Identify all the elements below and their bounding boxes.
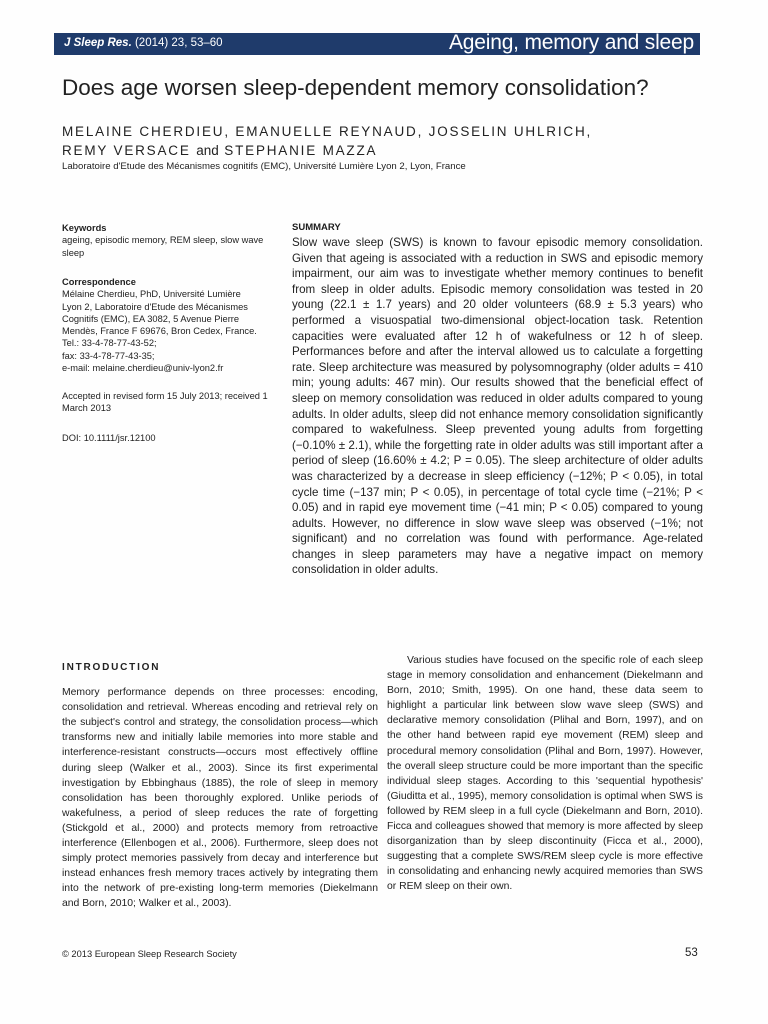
summary-heading: SUMMARY xyxy=(292,222,341,233)
correspondence-line: Mendès, France F 69676, Bron Cedex, France. xyxy=(62,326,257,337)
keywords-text: ageing, episodic memory, REM sleep, slow wave sleep xyxy=(62,235,264,258)
keywords-heading: Keywords xyxy=(62,223,107,233)
author-mazza: STEPHANIE MAZZA xyxy=(224,143,378,158)
correspondence-line: Cognitifs (EMC), EA 3082, 5 Avenue Pierre xyxy=(62,313,240,324)
correspondence-line: fax: 33-4-78-77-43-35; xyxy=(62,350,155,361)
correspondence-line: Mélaine Cherdieu, PhD, Université Lumière xyxy=(62,289,241,300)
journal-header-bar xyxy=(54,33,700,55)
accepted-date: Accepted in revised form 15 July 2013; received 1 March 2013 xyxy=(62,391,268,414)
authors-line-1: MELAINE CHERDIEU, EMANUELLE REYNAUD, JOSSELIN UHLRICH, xyxy=(62,124,593,139)
introduction-right-column xyxy=(387,653,703,895)
doi[interactable]: DOI: 10.1111/jsr.12100 xyxy=(62,433,156,443)
introduction-heading: INTRODUCTION xyxy=(62,662,161,673)
correspondence-line: Lyon 2, Laboratoire d'Etude des Mécanismes xyxy=(62,301,248,312)
introduction-paragraph-2: Various studies have focused on the specific role of each sleep stage in memory consolidation and enhancement (Diekelmann and Born, 2010; Smith, 1995). On one hand, these data seem to highlight a particular link between slow wave sleep (SWS) and declarative memory consolidation (Plihal and Born, 1997), and on the other hand between rapid eye movement (REM) sleep and procedural memory consolidation (Plihal and Born, 1997). However, the overall sleep structure could be more important than the specific individual sleep stages. According to this 'sequential hypothesis' (Giuditta et al., 1995), memory consolidation is optimal when SWS is followed by REM sleep in a full cycle (Diekelmann and Born, 2010). Ficca and colleagues showed that memory is more affected by sleep disorganization than by sleep discontinuity (Ficca et al., 2000), suggesting that a complete SWS/REM sleep cycle is more effective in consolidating and enhancing newly acquired memories than SWS or REM sleep on their own. xyxy=(387,655,703,893)
article-title: Does age worsen sleep-dependent memory consolidation? xyxy=(62,75,649,100)
author-list xyxy=(62,122,702,160)
keywords-block xyxy=(62,222,284,259)
authors-line-2 xyxy=(62,141,702,160)
introduction-paragraph-1: Memory performance depends on three processes: encoding, consolidation and retrieval. Whereas encoding and retrieval rely on the subject's control and strategy, the consolidation process—which transforms new and initially labile memories into more stable and interference-resistant constructs—occurs most effectively offline during sleep (Walker et al., 2003). Since its first experimental investigation by Ebbinghaus (1885), the role of sleep in memory consolidation has been thoroughly explored. Unlike periods of wakefulness, a period of sleep reduces the rate of forgetting (Stickgold et al., 2000) and protects memory from retroactive interference (Ellenbogen et al., 2006). Furthermore, sleep does not simply protect memories passively from decay and interference but instead enhances fresh memory traces actively by integrating them into the network of pre-existing long-term memories (Diekelmann and Born, 2010; Walker et al., 2003). xyxy=(62,687,378,910)
authors-and: and xyxy=(196,143,219,158)
journal-citation xyxy=(64,37,223,49)
summary-text: Slow wave sleep (SWS) is known to favour episodic memory consolidation. Given that ageing is associated with a reduction in SWS and episodic memory impairment, our aim was to investigate whether memory continues to benefit from sleep in older adults. Episodic memory consolidation was tested in 20 young (22.1 ± 1.7 years) and 20 older volunteers (68.9 ± 5.3 years) who performed a visuospatial two-dimensional object-location task. Retention capacities were evaluated after 12 h of wakefulness or 12 h of sleep. Performances before and after the interval allowed us to calculate a forgetting rate. Sleep architecture was measured by polysomnography (older adults = 410 min; young adults: 467 min). Our results showed that the beneficial effect of sleep on memory consolidation was reduced in older adults compared to young adults. In older adults, sleep did not enhance memory consolidation significantly compared to wakefulness. Sleep prevented young adults from forgetting (−0.10% ± 2.1), while the forgetting rate in older adults was still important after a period of sleep (16.60% ± 4.2; P = 0.05). The sleep architecture of older adults was characterized by a decrease in sleep efficiency (−12%; P < 0.05), in total cycle time (−137 min; P < 0.05), in percentage of total cycle time (−21%; P < 0.05) and in rapid eye movement time (−41 min; P < 0.05) compared to young adults. However, no difference in slow wave sleep was observed (−1%; not significant) and no correlation was found with performance. Age-related changes in sleep parameters may have a negative impact on memory consolidation in older adults. xyxy=(292,236,703,577)
summary-section xyxy=(292,222,703,578)
journal-volume: (2014) 23, 53–60 xyxy=(134,37,223,49)
copyright-footer: © 2013 European Sleep Research Society xyxy=(62,949,237,959)
author-versace: REMY VERSACE xyxy=(62,143,191,158)
section-title: Ageing, memory and sleep xyxy=(448,31,694,54)
correspondence-heading: Correspondence xyxy=(62,277,136,287)
correspondence-email[interactable]: e-mail: melaine.cherdieu@univ-lyon2.fr xyxy=(62,363,224,374)
introduction-left-column xyxy=(62,660,378,912)
correspondence-block xyxy=(62,276,284,374)
page-number: 53 xyxy=(685,947,698,959)
correspondence-line: Tel.: 33-4-78-77-43-52; xyxy=(62,338,157,349)
journal-name: J Sleep Res. xyxy=(64,37,132,49)
affiliation: Laboratoire d'Etude des Mécanismes cognitifs (EMC), Université Lumière Lyon 2, Lyon, France xyxy=(62,161,466,172)
